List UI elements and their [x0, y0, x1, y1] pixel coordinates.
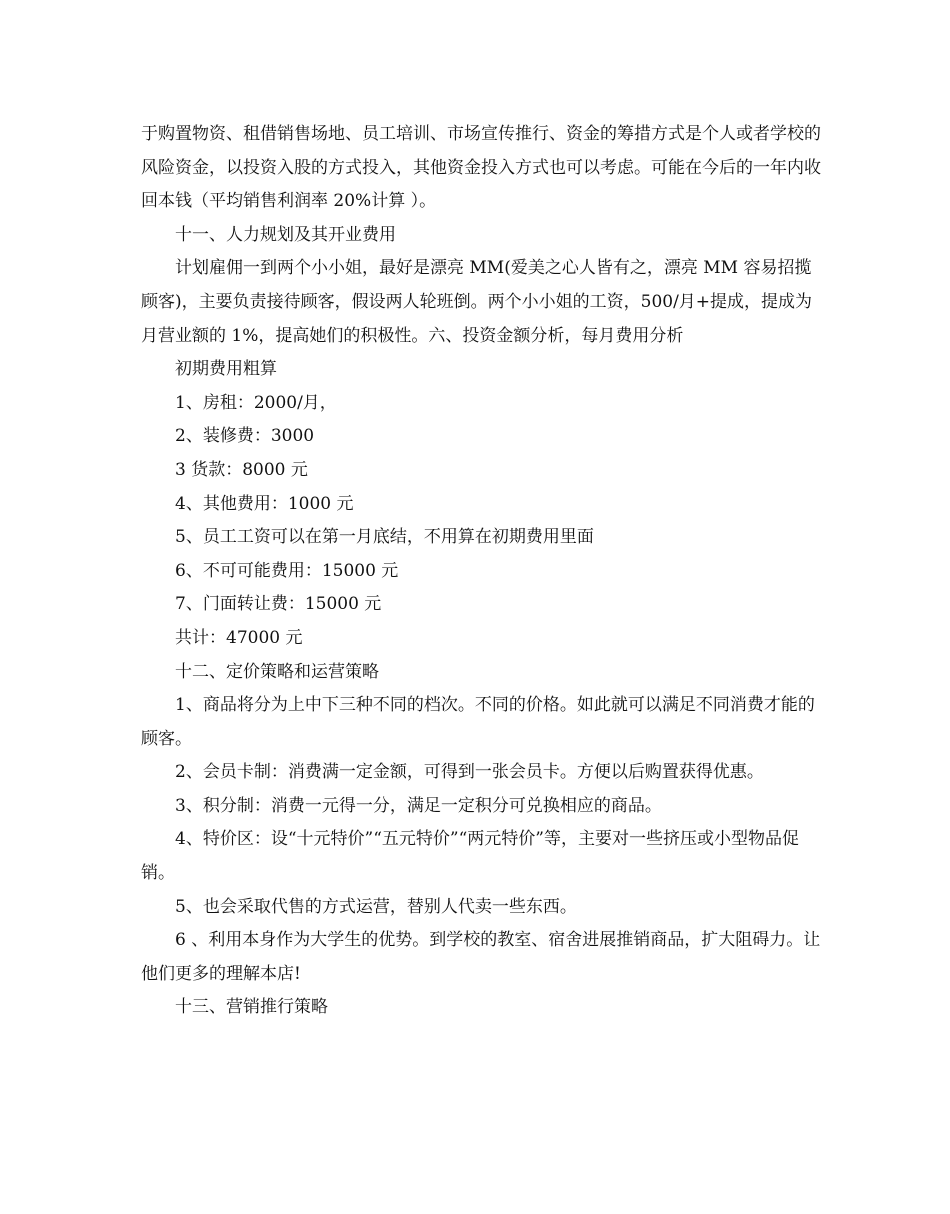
paragraph-funding: 于购置物资、租借销售场地、员工培训、市场宣传推行、资金的筹措方式是个人或者学校的风险资金，以投资入股的方式投入，其他资金投入方式也可以考虑。可能在今后的一年内收回本钱（平均销售利润率 20%计算 ）。 — [141, 124, 821, 212]
list-item-other-costs: 4、其他费用：1000 元 — [175, 493, 354, 514]
section-heading-13: 十三、营销推行策略 — [175, 997, 328, 1018]
subheading-initial-costs: 初期费用粗算 — [175, 359, 277, 380]
list-item-wages: 5、员工工资可以在第一月底结，不用算在初期费用里面 — [175, 527, 594, 548]
paragraph-staffing: 计划雇佣一到两个小小姐，最好是漂亮 MM(爱美之心人皆有之，漂亮 MM 容易招揽顾客)，主要负责接待顾客，假设两人轮班倒。两个小小姐的工资，500/月+提成，提成为月营业额的 1%，提高她们的积极性。六、投资金额分析，每月费用分析 — [141, 258, 813, 346]
list-item-goods: 3 货款：8000 元 — [175, 459, 308, 480]
list-item-contingency: 6、不可可能费用：15000 元 — [175, 560, 399, 581]
list-item-transfer-fee: 7、门面转让费：15000 元 — [175, 594, 382, 615]
strategy-item-membership: 2、会员卡制：消费满一定金额，可得到一张会员卡。方便以后购置获得优惠。 — [175, 762, 764, 783]
strategy-item-student-advantage: 6 、利用本身作为大学生的优势。到学校的教室、宿舍进展推销商品，扩大阻碍力。让他们更多的理解本店! — [141, 930, 821, 984]
strategy-item-points: 3、积分制：消费一元得一分，满足一定积分可兑换相应的商品。 — [175, 795, 662, 816]
section-heading-11: 十一、人力规划及其开业费用 — [175, 224, 396, 245]
strategy-item-consignment: 5、也会采取代售的方式运营，替别人代卖一些东西。 — [175, 896, 577, 917]
document-body — [141, 118, 821, 1025]
list-item-renovation: 2、装修费：3000 — [175, 426, 315, 447]
strategy-item-tiers: 1、商品将分为上中下三种不同的档次。不同的价格。如此就可以满足不同消费才能的顾客。 — [141, 695, 815, 749]
section-heading-12: 十二、定价策略和运营策略 — [175, 661, 379, 682]
strategy-item-discount-zone: 4、特价区：设“十元特价”“五元特价”“两元特价”等，主要对一些挤压或小型物品促销。 — [141, 829, 799, 884]
total-cost: 共计：47000 元 — [175, 627, 303, 648]
list-item-rent: 1、房租：2000/月， — [175, 392, 337, 413]
